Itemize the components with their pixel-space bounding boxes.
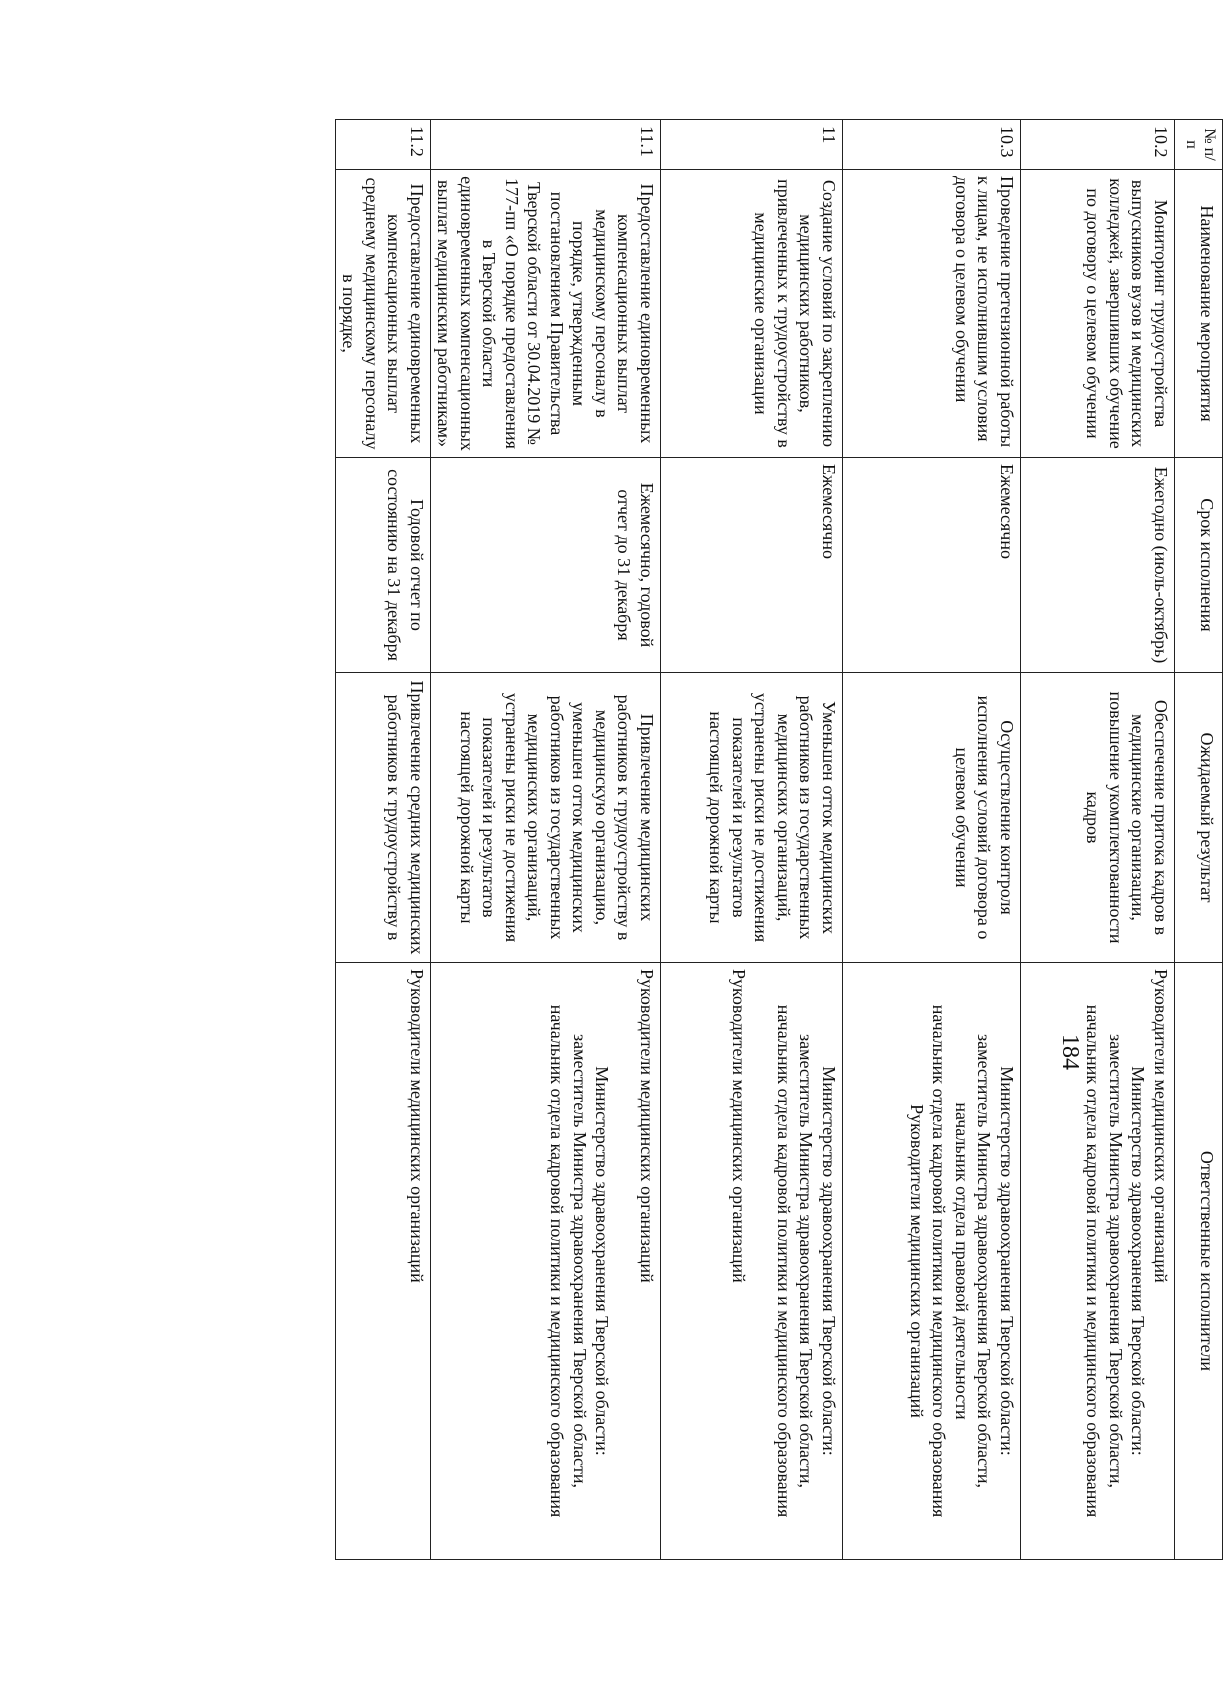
responsible-line: заместитель Министра здравоохранения Тверской области,: [1106, 1033, 1126, 1489]
cell-measure-name: Проведение претензионной работы к лицам, не исполнившим условия договора о целевом обучении: [843, 170, 1021, 458]
responsible-line: Руководители медицинских организаций: [1151, 969, 1171, 1283]
responsible-line: Министерство здравоохранения Тверской области:: [592, 1066, 613, 1456]
cell-responsible: [843, 963, 1021, 1560]
cell-expected-result: Привлечение медицинских работников к трудоустройству в медицинскую организацию, уменьшен отток медицинских работников из государственных медицинских организаций, устранены риски не достижения показателей и результатов настоящей дорожной карты: [431, 673, 661, 963]
cell-responsible: [1021, 963, 1175, 1560]
cell-expected-result: Уменьшен отток медицинских работников из государственных медицинских организаций, устранены риски не достижения показателей и результатов настоящей дорожной карты: [661, 673, 843, 963]
cell-expected-result: Привлечение средних медицинских работников к трудоустройству в: [336, 673, 431, 963]
header-number: № п/п: [1175, 120, 1223, 170]
cell-number: 10.2: [1021, 120, 1175, 170]
cell-term: Ежемесячно: [661, 458, 843, 673]
table-row: [336, 120, 431, 1560]
responsible-line: заместитель Министра здравоохранения Тверской области,: [796, 1033, 817, 1489]
spacer: [751, 969, 773, 1553]
table-row: [661, 120, 843, 1560]
table-row: [431, 120, 661, 1560]
table-header-row: [1175, 120, 1223, 1560]
cell-responsible: [336, 963, 431, 1560]
cell-measure-name: Мониторинг трудоустройства выпускников вузов и медицинских колледжей, завершивших обучение по договору о целевом обучении: [1021, 170, 1175, 458]
cell-term: Ежегодно (июль-октябрь): [1021, 458, 1175, 673]
responsible-line: Руководители медицинских организаций: [407, 969, 427, 1283]
page-number: 184: [1057, 1034, 1083, 1070]
responsible-line: начальник отдела кадровой политики и медицинского образования: [929, 1004, 950, 1518]
cell-number: 11.2: [336, 120, 431, 170]
cell-expected-result: Обеспечение притока кадров в медицинские организации, повышение укомплектованности кадров: [1021, 673, 1175, 963]
cell-number: 10.3: [843, 120, 1021, 170]
measures-table: [335, 119, 1223, 1560]
spacer: [614, 969, 636, 1553]
responsible-line: начальник отдела кадровой политики и медицинского образования: [774, 1004, 794, 1518]
document-table-container: [335, 119, 1223, 1560]
header-measure-name: Наименование мероприятия: [1175, 170, 1223, 458]
cell-number: 11: [661, 120, 843, 170]
cell-measure-name: Предоставление единовременных компенсационных выплат среднему медицинскому персоналу в порядке,: [336, 170, 431, 458]
responsible-line: заместитель Министра здравоохранения Тверской области,: [570, 1033, 590, 1489]
responsible-line: Руководители медицинских организаций: [907, 1104, 927, 1418]
header-term: Срок исполнения: [1175, 458, 1223, 673]
cell-term: Ежемесячно, годовой отчет до 31 декабря: [431, 458, 661, 673]
cell-responsible: [431, 963, 661, 1560]
responsible-line: Руководители медицинских организаций: [637, 969, 657, 1283]
cell-measure-name: Создание условий по закреплению медицинских работников, привлеченных к трудоустройству в медицинские организации: [661, 170, 843, 458]
table-row: [843, 120, 1021, 1560]
cell-measure-name: Предоставление единовременных компенсационных выплат медицинскому персоналу в порядке, утвержденным постановлением Правительства Тверской области от 30.04.2019 № 177-пп «О порядке предоставления в Тверской области единовременных компенсационных выплат медицинским работникам»: [431, 170, 661, 458]
responsible-line: заместитель Министра здравоохранения Тверской области,: [974, 1033, 995, 1489]
cell-term: Годовой отчет по состоянию на 31 декабря: [336, 458, 431, 673]
cell-expected-result: Осуществление контроля исполнения условий договора о целевом обучении: [843, 673, 1021, 963]
header-expected-result: Ожидаемый результат: [1175, 673, 1223, 963]
cell-term: Ежемесячно: [843, 458, 1021, 673]
responsible-line: начальник отдела правовой деятельности: [952, 1102, 972, 1420]
responsible-line: Руководители медицинских организаций: [729, 969, 750, 1283]
responsible-line: Министерство здравоохранения Тверской области:: [997, 1066, 1017, 1456]
responsible-line: Министерство здравоохранения Тверской области:: [819, 1066, 839, 1456]
cell-responsible: [661, 963, 843, 1560]
cell-number: 11.1: [431, 120, 661, 170]
header-responsible: Ответственные исполнители: [1175, 963, 1223, 1560]
table-row: [1021, 120, 1175, 1560]
responsible-line: начальник отдела кадровой политики и медицинского образования: [1083, 1004, 1104, 1518]
responsible-line: Министерство здравоохранения Тверской области:: [1128, 1066, 1149, 1456]
responsible-line: начальник отдела кадровой политики и медицинского образования: [547, 1004, 568, 1518]
